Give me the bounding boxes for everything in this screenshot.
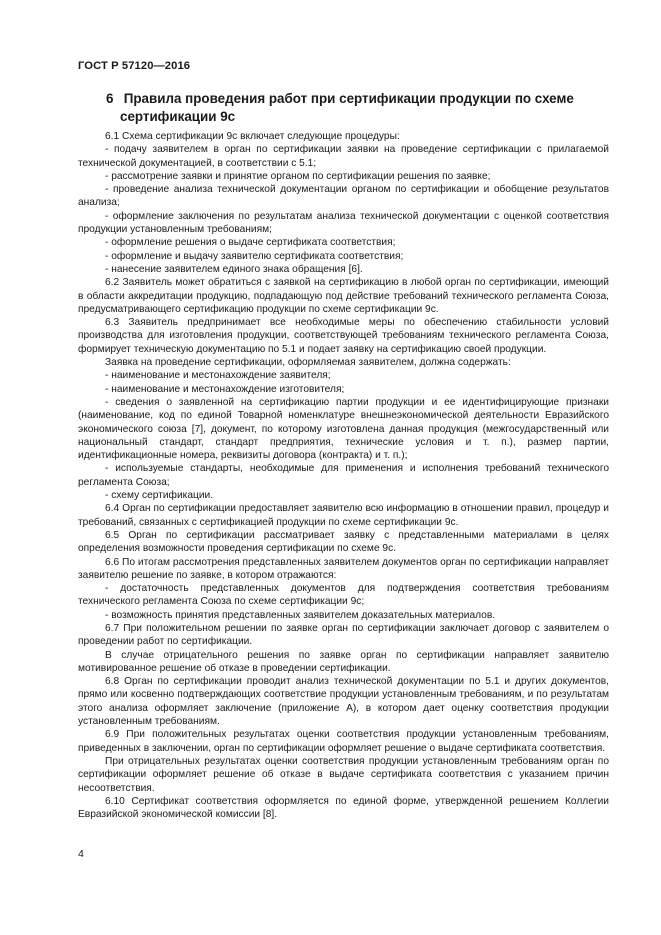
list-item: - используемые стандарты, необходимые для применения и исполнения требований технического регламента Союза; bbox=[78, 463, 609, 488]
list-item: - оформление заключения по результатам анализа технической документации с оценкой соответствия продукции установленным требованиям; bbox=[78, 210, 609, 236]
list-item: - наименование и местонахождение заявителя; bbox=[105, 370, 331, 382]
section-title bbox=[106, 90, 606, 126]
section-body bbox=[78, 130, 609, 821]
paragraph: 6.9 При положительных результатах оценки соответствия продукции установленным требованиям, приведенных в заключении, орган по сертификации оформляет решение о выдаче сертификата соответствия. bbox=[78, 729, 609, 754]
list-item: - схему сертификации. bbox=[105, 490, 214, 502]
paragraph: В случае отрицательного решения по заявке орган по сертификации направляет заявителю мотивированное решение об отказе в проведении сертификации. bbox=[78, 649, 609, 674]
section-title-line2: сертификации 9с bbox=[120, 109, 236, 124]
list-item: - нанесение заявителем единого знака обращения [6]. bbox=[105, 263, 363, 275]
paragraph: 6.3 Заявитель предпринимает все необходимые меры по обеспечению стабильности условий производства для изготовления продукции, соответствующей требованиям технического регламента Союза, формирует техническую документацию по 5.1 и подает заявку на сертификацию своей продукции. bbox=[78, 317, 609, 355]
paragraph: Заявка на проведение сертификации, оформляемая заявителем, должна содержать: bbox=[105, 357, 511, 369]
section-title-line1: Правила проведения работ при сертификации продукции по схеме bbox=[123, 91, 574, 106]
page-number: 4 bbox=[78, 848, 84, 860]
paragraph: 6.5 Орган по сертификации рассматривает заявку с представленными материалами в целях определения возможности проведения сертификации по схеме 9с. bbox=[78, 529, 609, 555]
paragraph: 6.2 Заявитель может обратиться с заявкой на сертификацию в любой орган по сертификации, имеющий в области аккредитации продукцию, подпадающую под действие требований технического регламента Союза, предусматривающего сертификацию продукции по схеме сертификации 9с. bbox=[78, 277, 609, 315]
paragraph: При отрицательных результатах оценки соответствия продукции установленным требованиям орган по сертификации оформляет решение об отказе в выдаче сертификата соответствия с указанием причин несоответствия. bbox=[78, 755, 609, 794]
paragraph: 6.8 Орган по сертификации проводит анализ технической документации по 5.1 и других документов, прямо или косвенно подтверждающих соответствие продукции установленным требованиям, и по результатам этого анализа оформляет заключение (приложение А), в котором дает оценку соответствия продукции установленным требованиям. bbox=[78, 676, 609, 728]
list-item: - наименование и местонахождение изготовителя; bbox=[105, 383, 345, 395]
paragraph: 6.6 По итогам рассмотрения представленных заявителем документов орган по сертификации направляет заявителю решение по заявке, в котором отражаются: bbox=[78, 556, 609, 581]
list-item: - подачу заявителем в орган по сертификации заявки на проведение сертификации с прилагаемой технической документацией, в соответствии с 5.1; bbox=[78, 144, 609, 169]
list-item: - проведение анализа технической документации органом по сертификации и обобщение результатов анализа; bbox=[78, 184, 609, 209]
paragraph: 6.4 Орган по сертификации предоставляет заявителю всю информацию в отношении правил, процедур и требований, связанных с сертификацией продукции по схеме сертификации 9с. bbox=[78, 503, 609, 528]
list-item: - оформление и выдачу заявителю сертификата соответствия; bbox=[105, 250, 404, 262]
list-item: - возможность принятия представленных заявителем доказательных материалов. bbox=[105, 609, 496, 621]
list-item: - достаточность представленных документов для подтверждения соответствия требованиям технического регламента Союза по схеме сертификации 9с; bbox=[78, 583, 609, 608]
paragraph: 6.1 Схема сертификации 9с включает следующие процедуры: bbox=[105, 131, 400, 142]
paragraph: 6.7 При положительном решении по заявке орган по сертификации заключает договор с заявителем о проведении работ по сертификации. bbox=[78, 622, 609, 648]
standard-header: ГОСТ Р 57120—2016 bbox=[78, 60, 191, 72]
list-item: - сведения о заявленной на сертификацию партии продукции и ее идентифицирующие признаки (наименование, код по единой Товарной номенклатуре внешнеэкономической деятельности Евразийского экономического союза [7], документ, по которому изготовлена данная продукция (межгосударственный или национальный стандарт, стандарт предприятия, технические условия и т. п.), размер партии, идентификационные номера, реквизиты договора (контракта) и т. п.); bbox=[78, 396, 609, 462]
list-item: - оформление решения о выдаче сертификата соответствия; bbox=[105, 237, 396, 249]
section-number: 6 bbox=[106, 91, 114, 106]
list-item: - рассмотрение заявки и принятие органом по сертификации решения по заявке; bbox=[105, 170, 491, 182]
paragraph: 6.10 Сертификат соответствия оформляется по единой форме, утвержденной решением Коллегии Евразийской экономической комиссии [8]. bbox=[78, 795, 609, 821]
